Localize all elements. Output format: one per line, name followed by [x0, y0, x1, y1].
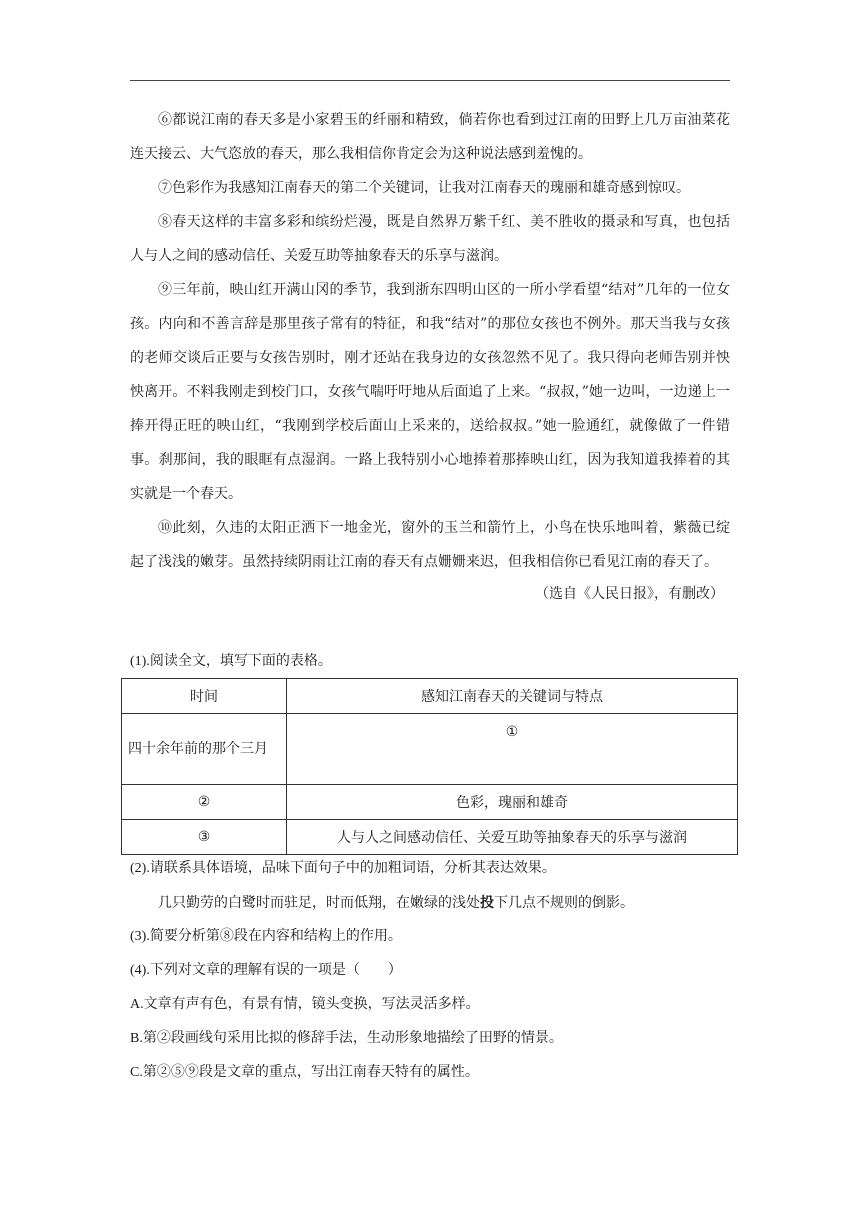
table-row [122, 820, 738, 855]
table-header-keyword: 感知江南春天的关键词与特点 [287, 679, 738, 714]
table-row [122, 785, 738, 820]
question-1-text: (1).阅读全文，填写下面的表格。 [130, 654, 332, 669]
option-c: C.第②⑤⑨段是文章的重点，写出江南春天特有的属性。 [130, 1065, 479, 1080]
bold-word: 投 [480, 895, 494, 911]
paragraph-7: ⑦色彩作为我感知江南春天的第二个关键词，让我对江南春天的瑰丽和雄奇感到惊叹。 [158, 180, 690, 196]
table-header-time: 时间 [122, 679, 287, 714]
paragraph-9: ⑨三年前，映山红开满山冈的季节，我到浙东四明山区的一所小学看望“结对”几年的一位女孩。内向和不善言辞是那里孩子常有的特征，和我“结对”的那位女孩也不例外。那天当我与女孩的老师交谈后正要与女孩告别时，刚才还站在我身边的女孩忽然不见了。我只得向老师告别并怏怏离开。不料我刚走到校门口，女孩气喘吁吁地从后面追了上来。“叔叔，”她一边叫，一边递上一捧开得正旺的映山红，“我刚到学校后面山上采来的，送给叔叔。”她一脸通红，就像做了一件错事。刹那间，我的眼眶有点湿润。一路上我特别小心地捧着那捧映山红，因为我知道我捧着的其实就是一个春天。 [130, 282, 730, 502]
paragraph-10: ⑩此刻，久违的太阳正洒下一地金光，窗外的玉兰和箭竹上，小鸟在快乐地叫着，紫薇已绽起了浅浅的嫩芽。虽然持续阴雨让江南的春天有点姗姗来迟，但我相信你已看见江南的春天了。 [130, 520, 730, 570]
question-3-text: (3).简要分析第⑧段在内容和结构上的作用。 [130, 929, 402, 944]
table-cell: ③ [122, 820, 287, 855]
sentence-part: 几只勤劳的白鹭时而驻足，时而低翔，在嫩绿的浅处 [158, 895, 480, 911]
table-cell: 四十余年前的那个三月 [122, 714, 287, 785]
table-cell: 人与人之间感动信任、关爱互助等抽象春天的乐享与滋润 [287, 820, 738, 855]
questions-rest [130, 852, 730, 1090]
option-b: B.第②段画线句采用比拟的修辞手法，生动形象地描绘了田野的情景。 [130, 1031, 563, 1046]
question-2-text: (2).请联系具体语境，品味下面句子中的加粗词语，分析其表达效果。 [130, 861, 556, 876]
sentence-part: 下几点不规则的倒影。 [494, 895, 634, 911]
paragraph-6: ⑥都说江南的春天多是小家碧玉的纤丽和精致，倘若你也看到过江南的田野上几万亩油菜花连天接云、大气恣放的春天，那么我相信你肯定会为这种说法感到羞愧的。 [130, 112, 730, 162]
table-cell: ② [122, 785, 287, 820]
question-1 [130, 645, 730, 679]
option-a: A.文章有声有色，有景有情，镜头变换，写法灵活多样。 [130, 997, 480, 1012]
table-row [122, 714, 738, 785]
table-header-row [122, 679, 738, 714]
table-cell: ① [287, 714, 738, 785]
question-2-sentence [130, 886, 730, 920]
question-4-text: (4).下列对文章的理解有误的一项是（ ） [130, 963, 402, 978]
passage [130, 103, 730, 609]
header-rule [130, 80, 730, 81]
table-cell: 色彩，瑰丽和雄奇 [287, 785, 738, 820]
source-citation: （选自《人民日报》，有删改） [535, 586, 724, 602]
answer-table [121, 678, 738, 855]
paragraph-8: ⑧春天这样的丰富多彩和缤纷烂漫，既是自然界万紫千红、美不胜收的摄录和写真，也包括人与人之间的感动信任、关爱互助等抽象春天的乐享与滋润。 [130, 214, 730, 264]
